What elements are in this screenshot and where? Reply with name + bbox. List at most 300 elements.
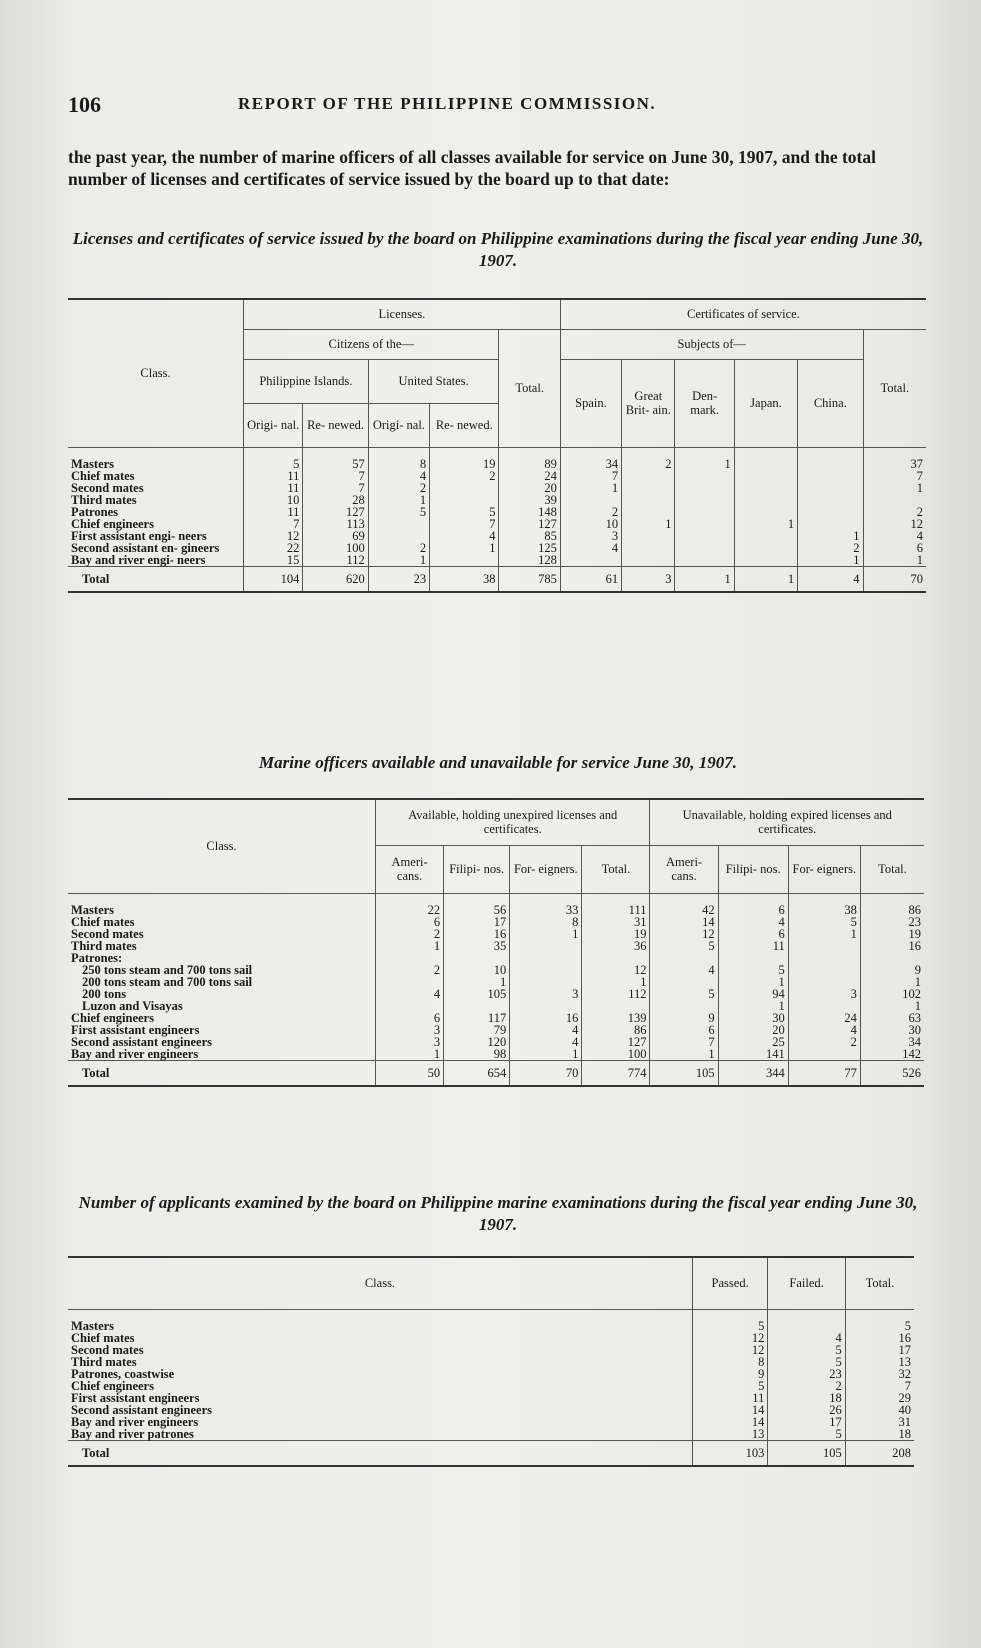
table-row bbox=[68, 952, 924, 964]
table-cell bbox=[798, 482, 863, 494]
row-class-label: Patrones: bbox=[71, 950, 123, 965]
row-class-label: Bay and river patrones bbox=[71, 1426, 194, 1441]
table2-caption: Marine officers available and unavailable for service June 30, 1907. bbox=[258, 753, 738, 772]
t3-class-header: Class. bbox=[68, 1257, 692, 1309]
table-cell: 85 bbox=[499, 530, 560, 542]
table-cell: 5 bbox=[718, 964, 788, 976]
availability-table bbox=[68, 798, 924, 1087]
table-cell: 3 bbox=[788, 988, 860, 1000]
row-class-label: Bay and river engi- neers bbox=[71, 552, 206, 567]
t2-available-header: Available, holding unexpired licenses and certificates. bbox=[376, 799, 650, 845]
table-cell: 5 bbox=[768, 1356, 845, 1368]
table-cell: 11 bbox=[244, 470, 303, 482]
table-cell bbox=[734, 530, 797, 542]
table-cell: 5 bbox=[368, 506, 429, 518]
t1-japan-header: Japan. bbox=[734, 359, 797, 447]
table-cell bbox=[734, 447, 797, 470]
row-class-label: Second assistant engineers bbox=[71, 1034, 212, 1049]
total-row bbox=[68, 1440, 914, 1466]
table-cell bbox=[798, 470, 863, 482]
t1-citizens-header: Citizens of the— bbox=[244, 329, 499, 359]
table-cell: 1 bbox=[650, 1048, 718, 1061]
t1-class-header: Class. bbox=[68, 299, 244, 447]
t2-av-foreigners-header: For- eigners. bbox=[510, 845, 582, 893]
table-row bbox=[68, 494, 926, 506]
table-cell bbox=[734, 506, 797, 518]
row-class-label: Masters bbox=[71, 456, 115, 471]
table-cell: 69 bbox=[303, 530, 368, 542]
table-cell: 1 bbox=[444, 976, 510, 988]
table-cell: 25 bbox=[718, 1036, 788, 1048]
applicants-table bbox=[68, 1256, 914, 1467]
page-number: 106 bbox=[68, 92, 101, 117]
table-cell: 2 bbox=[430, 470, 499, 482]
table-row bbox=[68, 1332, 914, 1344]
t1-philippine-header: Philippine Islands. bbox=[244, 359, 369, 403]
table-cell: 10 bbox=[444, 964, 510, 976]
t2-body bbox=[68, 893, 924, 1086]
row-class-label: Second mates bbox=[71, 926, 144, 941]
table-cell: 2 bbox=[863, 506, 926, 518]
intro-paragraph: the past year, the number of marine officers of all classes available for service on June 30, 1907, and the total number of licenses and certificates of service issued by the board up to that date: bbox=[68, 147, 876, 189]
total-cell: 104 bbox=[244, 566, 303, 592]
row-class-label: 250 tons steam and 700 tons sail bbox=[82, 962, 253, 977]
table-cell bbox=[798, 494, 863, 506]
table-cell bbox=[788, 1048, 860, 1061]
total-cell: 526 bbox=[860, 1060, 924, 1086]
table-cell: 5 bbox=[692, 1309, 767, 1332]
table-cell: 12 bbox=[863, 518, 926, 530]
table-cell: 11 bbox=[244, 482, 303, 494]
row-class-label: Bay and river engineers bbox=[71, 1414, 199, 1429]
table-cell: 1 bbox=[863, 482, 926, 494]
table-cell: 9 bbox=[860, 964, 924, 976]
table-cell: 16 bbox=[845, 1332, 914, 1344]
table-cell: 17 bbox=[444, 916, 510, 928]
table-cell: 4 bbox=[430, 530, 499, 542]
total-cell: 3 bbox=[622, 566, 675, 592]
row-class-label: First assistant engineers bbox=[71, 1022, 200, 1037]
t2-un-foreigners-header: For- eigners. bbox=[788, 845, 860, 893]
table-cell: 26 bbox=[768, 1404, 845, 1416]
row-class-label: Chief mates bbox=[71, 914, 135, 929]
row-class-label: First assistant engi- neers bbox=[71, 528, 207, 543]
table-cell bbox=[510, 964, 582, 976]
table-cell: 24 bbox=[788, 1012, 860, 1024]
total-cell: 38 bbox=[430, 566, 499, 592]
table-cell: 9 bbox=[692, 1368, 767, 1380]
table-row bbox=[68, 1356, 914, 1368]
table-cell: 105 bbox=[444, 988, 510, 1000]
table-cell: 102 bbox=[860, 988, 924, 1000]
table-cell: 32 bbox=[845, 1368, 914, 1380]
total-cell: 1 bbox=[675, 566, 734, 592]
table-cell: 1 bbox=[368, 554, 429, 567]
row-class-label: Second assistant engineers bbox=[71, 1402, 212, 1417]
row-class-label: Third mates bbox=[71, 938, 137, 953]
total-cell: 1 bbox=[734, 566, 797, 592]
table-cell: 23 bbox=[768, 1368, 845, 1380]
t2-un-americans-header: Ameri- cans. bbox=[650, 845, 718, 893]
table-cell: 8 bbox=[368, 447, 429, 470]
table-cell: 6 bbox=[650, 1024, 718, 1036]
table-cell: 19 bbox=[430, 447, 499, 470]
table-cell: 12 bbox=[692, 1332, 767, 1344]
t2-un-filipinos-header: Filipi- nos. bbox=[718, 845, 788, 893]
table-cell: 6 bbox=[376, 916, 444, 928]
table-cell: 1 bbox=[510, 928, 582, 940]
total-cell: 105 bbox=[650, 1060, 718, 1086]
t1-ph-original-header: Origi- nal. bbox=[244, 403, 303, 447]
table-cell: 17 bbox=[768, 1416, 845, 1428]
t1-us-renewed-header: Re- newed. bbox=[430, 403, 499, 447]
table-row bbox=[68, 1344, 914, 1356]
table-cell: 1 bbox=[798, 554, 863, 567]
t3-total-header: Total. bbox=[845, 1257, 914, 1309]
table-row bbox=[68, 518, 926, 530]
table-row bbox=[68, 470, 926, 482]
table-row bbox=[68, 940, 924, 952]
table-row bbox=[68, 1048, 924, 1061]
table-cell: 2 bbox=[376, 964, 444, 976]
table-cell: 18 bbox=[768, 1392, 845, 1404]
table-cell bbox=[798, 506, 863, 518]
table-cell: 1 bbox=[718, 1000, 788, 1012]
table-cell bbox=[798, 518, 863, 530]
table-cell: 1 bbox=[510, 1048, 582, 1061]
table-cell bbox=[622, 530, 675, 542]
table-cell: 14 bbox=[650, 916, 718, 928]
table-cell: 12 bbox=[692, 1344, 767, 1356]
table-cell: 1 bbox=[368, 494, 429, 506]
row-class-label: Bay and river engineers bbox=[71, 1046, 199, 1061]
row-class-label: Chief engineers bbox=[71, 516, 154, 531]
table-cell: 2 bbox=[376, 928, 444, 940]
t1-certificates-header: Certificates of service. bbox=[560, 299, 926, 329]
table-cell: 12 bbox=[650, 928, 718, 940]
running-title: REPORT OF THE PHILIPPINE COMMISSION. bbox=[238, 94, 657, 113]
table-cell: 100 bbox=[303, 542, 368, 554]
t1-denmark-header: Den- mark. bbox=[675, 359, 734, 447]
table-cell: 112 bbox=[582, 988, 650, 1000]
table-cell: 5 bbox=[768, 1428, 845, 1441]
table-cell: 5 bbox=[768, 1344, 845, 1356]
table-cell: 4 bbox=[768, 1332, 845, 1344]
table-cell: 1 bbox=[788, 928, 860, 940]
total-cell: 785 bbox=[499, 566, 560, 592]
table-cell bbox=[510, 976, 582, 988]
table-cell: 10 bbox=[560, 518, 621, 530]
table-cell: 7 bbox=[650, 1036, 718, 1048]
table-cell bbox=[622, 482, 675, 494]
table-cell: 5 bbox=[430, 506, 499, 518]
table-cell: 9 bbox=[650, 1012, 718, 1024]
table-cell: 3 bbox=[376, 1024, 444, 1036]
table-cell: 17 bbox=[845, 1344, 914, 1356]
table-cell: 127 bbox=[303, 506, 368, 518]
table-cell: 7 bbox=[244, 518, 303, 530]
table-cell: 34 bbox=[560, 447, 621, 470]
total-cell: 208 bbox=[845, 1440, 914, 1466]
table-cell: 5 bbox=[244, 447, 303, 470]
table-row bbox=[68, 1392, 914, 1404]
table-cell: 24 bbox=[499, 470, 560, 482]
table-cell bbox=[788, 952, 860, 964]
table-cell bbox=[675, 494, 734, 506]
table-cell: 18 bbox=[845, 1428, 914, 1441]
total-row bbox=[68, 566, 926, 592]
table-cell: 111 bbox=[582, 893, 650, 916]
table-cell bbox=[430, 494, 499, 506]
table-cell: 16 bbox=[510, 1012, 582, 1024]
table-cell: 8 bbox=[692, 1356, 767, 1368]
table-cell: 7 bbox=[560, 470, 621, 482]
table-row bbox=[68, 1012, 924, 1024]
table-cell: 6 bbox=[376, 1012, 444, 1024]
table-cell: 94 bbox=[718, 988, 788, 1000]
table-cell bbox=[444, 952, 510, 964]
table-cell bbox=[798, 447, 863, 470]
total-cell: 70 bbox=[510, 1060, 582, 1086]
table-cell: 5 bbox=[788, 916, 860, 928]
table-row bbox=[68, 447, 926, 470]
table1-caption: Licenses and certificates of service issued by the board on Philippine examinations during the fiscal year ending June 30, 1907. bbox=[72, 229, 924, 270]
table-cell: 35 bbox=[444, 940, 510, 952]
table-cell: 2 bbox=[798, 542, 863, 554]
table-cell bbox=[510, 940, 582, 952]
table-cell bbox=[444, 1000, 510, 1012]
table-cell: 1 bbox=[734, 518, 797, 530]
table-cell bbox=[368, 530, 429, 542]
total-cell: 344 bbox=[718, 1060, 788, 1086]
table-cell: 7 bbox=[303, 470, 368, 482]
table-cell: 8 bbox=[510, 916, 582, 928]
table-cell: 6 bbox=[863, 542, 926, 554]
table-cell: 10 bbox=[244, 494, 303, 506]
table-cell: 127 bbox=[499, 518, 560, 530]
table-cell: 12 bbox=[244, 530, 303, 542]
table-cell: 2 bbox=[622, 447, 675, 470]
t1-body bbox=[68, 447, 926, 592]
total-label: Total bbox=[68, 1440, 692, 1466]
row-class-label: Chief mates bbox=[71, 468, 135, 483]
table-cell bbox=[430, 554, 499, 567]
table-cell bbox=[510, 1000, 582, 1012]
table-cell bbox=[650, 976, 718, 988]
total-cell: 77 bbox=[788, 1060, 860, 1086]
total-cell: 620 bbox=[303, 566, 368, 592]
t2-class-header: Class. bbox=[68, 799, 376, 893]
t1-ph-renewed-header: Re- newed. bbox=[303, 403, 368, 447]
table-cell bbox=[675, 470, 734, 482]
table-cell: 31 bbox=[582, 916, 650, 928]
table-cell: 36 bbox=[582, 940, 650, 952]
table-row bbox=[68, 964, 924, 976]
table-cell: 5 bbox=[845, 1309, 914, 1332]
table-cell: 7 bbox=[845, 1380, 914, 1392]
table-cell: 38 bbox=[788, 893, 860, 916]
table-cell: 2 bbox=[768, 1380, 845, 1392]
table-cell bbox=[734, 494, 797, 506]
table-cell: 2 bbox=[560, 506, 621, 518]
table-cell: 1 bbox=[860, 976, 924, 988]
table-cell: 112 bbox=[303, 554, 368, 567]
total-cell: 50 bbox=[376, 1060, 444, 1086]
total-cell: 774 bbox=[582, 1060, 650, 1086]
table-cell bbox=[560, 494, 621, 506]
table-cell: 113 bbox=[303, 518, 368, 530]
table-row bbox=[68, 1428, 914, 1441]
total-cell: 23 bbox=[368, 566, 429, 592]
table-cell bbox=[788, 1000, 860, 1012]
table-cell bbox=[510, 952, 582, 964]
table-cell: 14 bbox=[692, 1416, 767, 1428]
table-cell: 120 bbox=[444, 1036, 510, 1048]
table-cell bbox=[376, 976, 444, 988]
table-cell: 23 bbox=[860, 916, 924, 928]
row-class-label: Second mates bbox=[71, 480, 144, 495]
row-class-label: Masters bbox=[71, 902, 115, 917]
table-cell: 1 bbox=[863, 554, 926, 567]
table-row bbox=[68, 976, 924, 988]
row-class-label: Patrones, coastwise bbox=[71, 1366, 175, 1381]
table-cell: 1 bbox=[582, 976, 650, 988]
total-cell: 103 bbox=[692, 1440, 767, 1466]
table-row bbox=[68, 530, 926, 542]
table-cell bbox=[788, 964, 860, 976]
row-class-label: 200 tons steam and 700 tons sail bbox=[82, 974, 253, 989]
table-cell bbox=[675, 482, 734, 494]
table-cell: 89 bbox=[499, 447, 560, 470]
table-cell: 117 bbox=[444, 1012, 510, 1024]
total-cell: 4 bbox=[798, 566, 863, 592]
total-cell: 70 bbox=[863, 566, 926, 592]
table-cell bbox=[863, 494, 926, 506]
t2-un-total-header: Total. bbox=[860, 845, 924, 893]
row-class-label: Third mates bbox=[71, 1354, 137, 1369]
total-label: Total bbox=[68, 566, 244, 592]
table-cell: 1 bbox=[622, 518, 675, 530]
table-cell: 98 bbox=[444, 1048, 510, 1061]
table-cell: 3 bbox=[560, 530, 621, 542]
table-row bbox=[68, 554, 926, 567]
table-cell: 1 bbox=[798, 530, 863, 542]
row-class-label: 200 tons bbox=[82, 986, 127, 1001]
table-cell bbox=[734, 542, 797, 554]
table-row bbox=[68, 1024, 924, 1036]
t1-subjects-header: Subjects of— bbox=[560, 329, 863, 359]
table-cell: 4 bbox=[788, 1024, 860, 1036]
table-cell bbox=[582, 1000, 650, 1012]
table-cell bbox=[376, 1000, 444, 1012]
table-cell: 4 bbox=[560, 542, 621, 554]
table-cell bbox=[368, 518, 429, 530]
row-class-label: Second assistant en- gineers bbox=[71, 540, 220, 555]
t1-gb-header: Great Brit- ain. bbox=[622, 359, 675, 447]
table-cell: 22 bbox=[244, 542, 303, 554]
table-cell: 19 bbox=[860, 928, 924, 940]
table-cell: 22 bbox=[376, 893, 444, 916]
t3-passed-header: Passed. bbox=[692, 1257, 767, 1309]
table-cell: 4 bbox=[510, 1024, 582, 1036]
table-cell: 1 bbox=[430, 542, 499, 554]
table-cell bbox=[675, 506, 734, 518]
table-cell bbox=[675, 554, 734, 567]
table-cell: 30 bbox=[718, 1012, 788, 1024]
table-row bbox=[68, 1404, 914, 1416]
t1-us-header: United States. bbox=[368, 359, 499, 403]
table-cell bbox=[376, 952, 444, 964]
page-header bbox=[68, 92, 938, 122]
table-cell bbox=[622, 470, 675, 482]
table-row bbox=[68, 1036, 924, 1048]
table-cell: 63 bbox=[860, 1012, 924, 1024]
total-row bbox=[68, 1060, 924, 1086]
table-cell: 19 bbox=[582, 928, 650, 940]
table-cell: 5 bbox=[650, 988, 718, 1000]
table-cell: 7 bbox=[303, 482, 368, 494]
table-cell: 20 bbox=[499, 482, 560, 494]
table-cell bbox=[560, 554, 621, 567]
total-label: Total bbox=[68, 1060, 376, 1086]
table-cell: 31 bbox=[845, 1416, 914, 1428]
table-cell: 1 bbox=[376, 940, 444, 952]
table-row bbox=[68, 893, 924, 916]
t1-lic-total-header: Total. bbox=[499, 329, 560, 447]
table-cell: 40 bbox=[845, 1404, 914, 1416]
table-cell: 79 bbox=[444, 1024, 510, 1036]
table-cell: 148 bbox=[499, 506, 560, 518]
table-row bbox=[68, 916, 924, 928]
table-cell: 57 bbox=[303, 447, 368, 470]
t2-av-americans-header: Ameri- cans. bbox=[376, 845, 444, 893]
table-cell bbox=[734, 482, 797, 494]
table-cell: 16 bbox=[444, 928, 510, 940]
table-cell: 86 bbox=[860, 893, 924, 916]
table-cell: 34 bbox=[860, 1036, 924, 1048]
row-class-label: Patrones bbox=[71, 504, 118, 519]
table-cell: 30 bbox=[860, 1024, 924, 1036]
table-cell: 139 bbox=[582, 1012, 650, 1024]
table-cell: 127 bbox=[582, 1036, 650, 1048]
table-cell: 37 bbox=[863, 447, 926, 470]
table-cell: 4 bbox=[650, 964, 718, 976]
table-cell: 142 bbox=[860, 1048, 924, 1061]
table-row bbox=[68, 1309, 914, 1332]
table-cell: 4 bbox=[863, 530, 926, 542]
table-cell: 5 bbox=[692, 1380, 767, 1392]
t3-body bbox=[68, 1309, 914, 1466]
table-cell bbox=[650, 1000, 718, 1012]
table-cell: 15 bbox=[244, 554, 303, 567]
table-cell bbox=[622, 506, 675, 518]
table3-caption: Number of applicants examined by the board on Philippine marine examinations during the fiscal year ending June 30, 1907. bbox=[78, 1193, 918, 1234]
table-cell: 4 bbox=[510, 1036, 582, 1048]
t2-av-total-header: Total. bbox=[582, 845, 650, 893]
table-cell: 6 bbox=[718, 893, 788, 916]
table-cell: 100 bbox=[582, 1048, 650, 1061]
t2-unavailable-header: Unavailable, holding expired licenses and certificates. bbox=[650, 799, 924, 845]
table-cell: 1 bbox=[718, 976, 788, 988]
table-cell: 13 bbox=[692, 1428, 767, 1441]
t1-licenses-header: Licenses. bbox=[244, 299, 561, 329]
row-class-label: Chief engineers bbox=[71, 1378, 154, 1393]
row-class-label: First assistant engineers bbox=[71, 1390, 200, 1405]
table-row bbox=[68, 1416, 914, 1428]
table-cell: 1 bbox=[560, 482, 621, 494]
row-class-label: Second mates bbox=[71, 1342, 144, 1357]
table-cell bbox=[622, 494, 675, 506]
